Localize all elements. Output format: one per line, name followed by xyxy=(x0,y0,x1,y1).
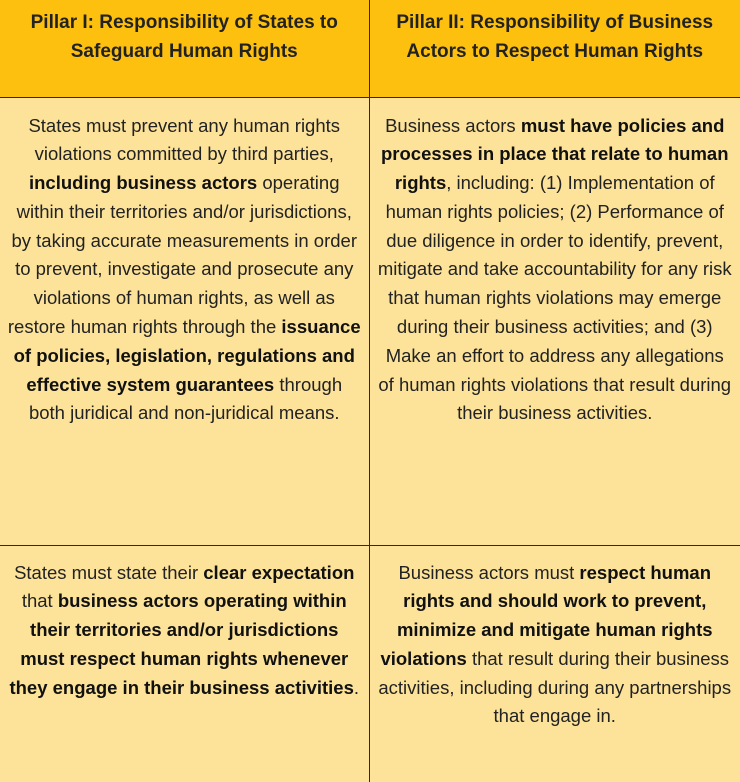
body-text: States must prevent any human rights violations committed by third parties, xyxy=(28,114,341,165)
table-row xyxy=(0,97,740,545)
bold-text: business actors operating within their territories and/or jurisdictions must respect human rights whenever they engage in their business activities xyxy=(9,590,354,698)
body-text: Business actors xyxy=(385,114,521,136)
body-text: , including: (1) Implementation of human rights policies; (2) Performance of due diligence in order to identify, prevent, mitigate and take accountability for any risk that human rights violations may emerge during their business activities; and (3) Make an effort to address any allegations of human rights violations that result during their business activities. xyxy=(377,172,732,424)
header-pillar-2: Pillar II: Responsibility of Business Actors to Respect Human Rights xyxy=(369,0,740,97)
bold-text: including business actors xyxy=(28,172,258,194)
header-pillar-1: Pillar I: Responsibility of States to Safeguard Human Rights xyxy=(0,0,369,97)
body-text: through both juridical and non-juridical means. xyxy=(28,373,343,424)
bold-text: must have policies and processes in place that relate to human rights xyxy=(381,114,729,194)
body-text: that xyxy=(21,590,58,612)
bold-text: issuance of policies, legislation, regulations and effective system guarantees xyxy=(13,316,361,395)
cell-pillar-1-row-2 xyxy=(0,545,369,782)
cell-pillar-2-row-1 xyxy=(369,97,740,545)
body-text: that result during their business activities, including during any partnerships that engage in. xyxy=(378,647,732,727)
bold-text: respect human rights and should work to prevent, minimize and mitigate human rights violations xyxy=(380,561,713,669)
bold-text: clear expectation xyxy=(203,561,355,583)
table-row xyxy=(0,545,740,782)
header-row xyxy=(0,0,740,97)
body-text: Business actors must xyxy=(398,561,580,583)
body-text: operating within their territories and/or jurisdictions, by taking accurate measurements in order to prevent, investigate and prosecute any violations of human rights, as well as restore human rights through the xyxy=(7,172,357,338)
body-text: States must state their xyxy=(14,561,204,583)
cell-pillar-1-row-1 xyxy=(0,97,369,545)
cell-pillar-2-row-2 xyxy=(369,545,740,782)
body-text: . xyxy=(353,676,360,698)
